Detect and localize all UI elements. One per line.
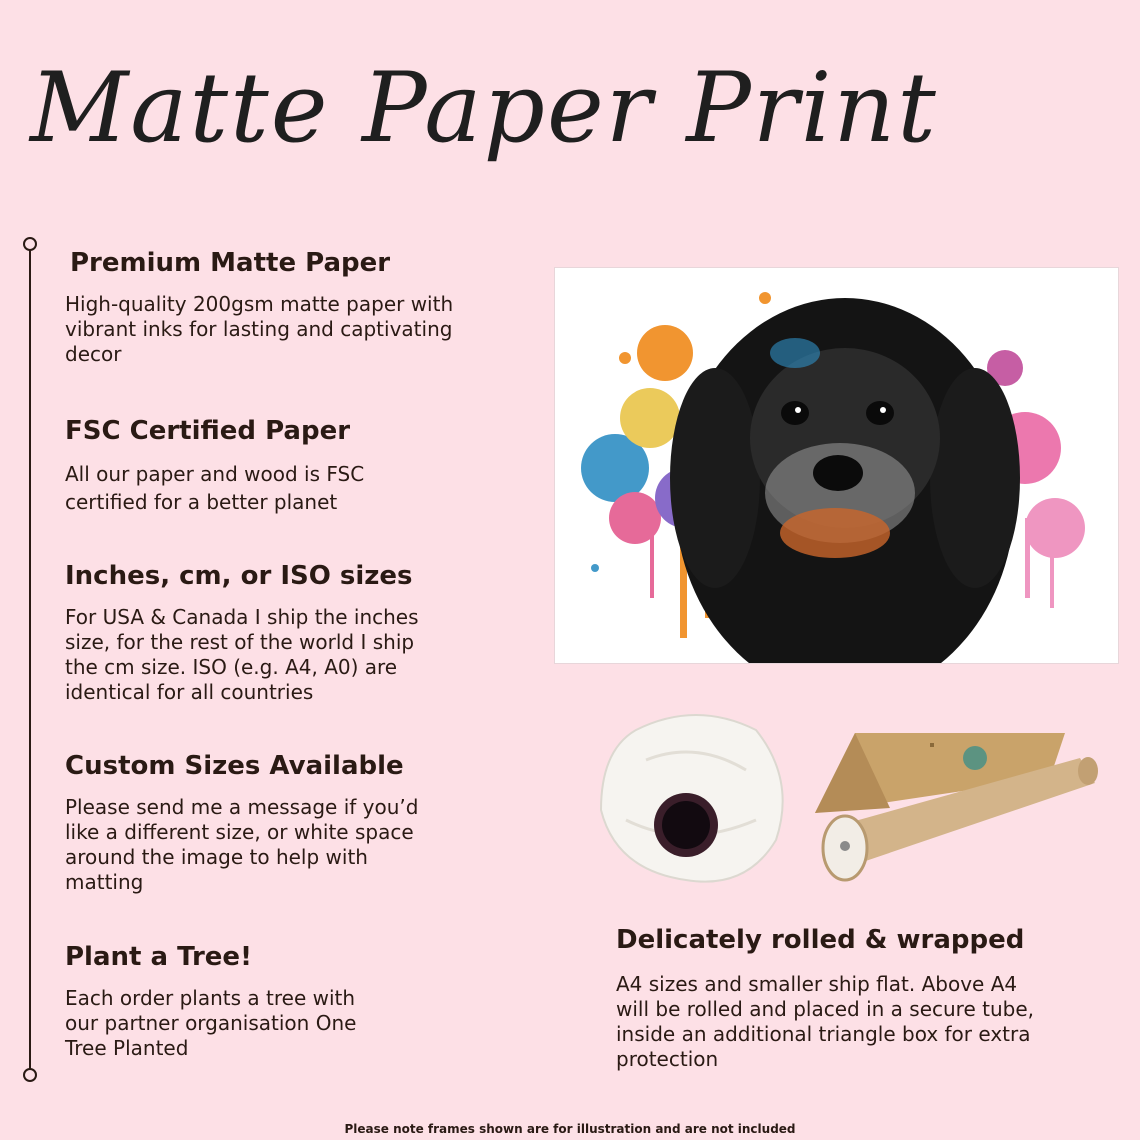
feature-text: All our paper and wood is FSC certified for a better planet bbox=[65, 462, 365, 514]
shipping-box-image bbox=[810, 718, 1100, 893]
feature-title: Custom Sizes Available bbox=[65, 751, 404, 781]
tissue-roll-illustration bbox=[596, 700, 796, 890]
page-title: Matte Paper Print bbox=[30, 52, 938, 164]
dog-artwork-image bbox=[554, 267, 1119, 664]
feature-title: FSC Certified Paper bbox=[65, 416, 351, 446]
feature-text: Please send me a message if you’d like a different size, or white space around the image to help with matting bbox=[65, 795, 419, 894]
feature-text: High-quality 200gsm matte paper with vibrant inks for lasting and captivating decor bbox=[65, 292, 454, 366]
frames-disclaimer: Please note frames shown are for illustration and are not included bbox=[344, 1122, 796, 1136]
feature-custom-sizes bbox=[65, 751, 465, 895]
feature-fsc-certified bbox=[65, 416, 465, 516]
feature-premium-matte-paper bbox=[65, 248, 470, 367]
feature-sizes bbox=[65, 561, 465, 705]
feature-text: For USA & Canada I ship the inches size, for the rest of the world I ship the cm size. ISO (e.g. A4, A0) are identical for all countries bbox=[65, 605, 419, 704]
timeline-line bbox=[29, 249, 31, 1070]
feature-plant-a-tree bbox=[65, 942, 465, 1061]
timeline-end-dot bbox=[23, 1068, 37, 1082]
shipping-text: A4 sizes and smaller ship flat. Above A4 will be rolled and placed in a secure tube, inside an additional triangle box for extra protection bbox=[616, 972, 1034, 1071]
feature-title: Premium Matte Paper bbox=[70, 248, 391, 278]
rolled-print-image bbox=[596, 700, 796, 890]
feature-title: Plant a Tree! bbox=[65, 942, 252, 972]
feature-title: Inches, cm, or ISO sizes bbox=[65, 561, 413, 591]
dog-illustration bbox=[555, 268, 1118, 663]
timeline-start-dot bbox=[23, 237, 37, 251]
feature-text: Each order plants a tree with our partner organisation One Tree Planted bbox=[65, 986, 357, 1060]
shipping-title: Delicately rolled & wrapped bbox=[616, 925, 1025, 955]
triangle-box-illustration bbox=[810, 718, 1100, 893]
